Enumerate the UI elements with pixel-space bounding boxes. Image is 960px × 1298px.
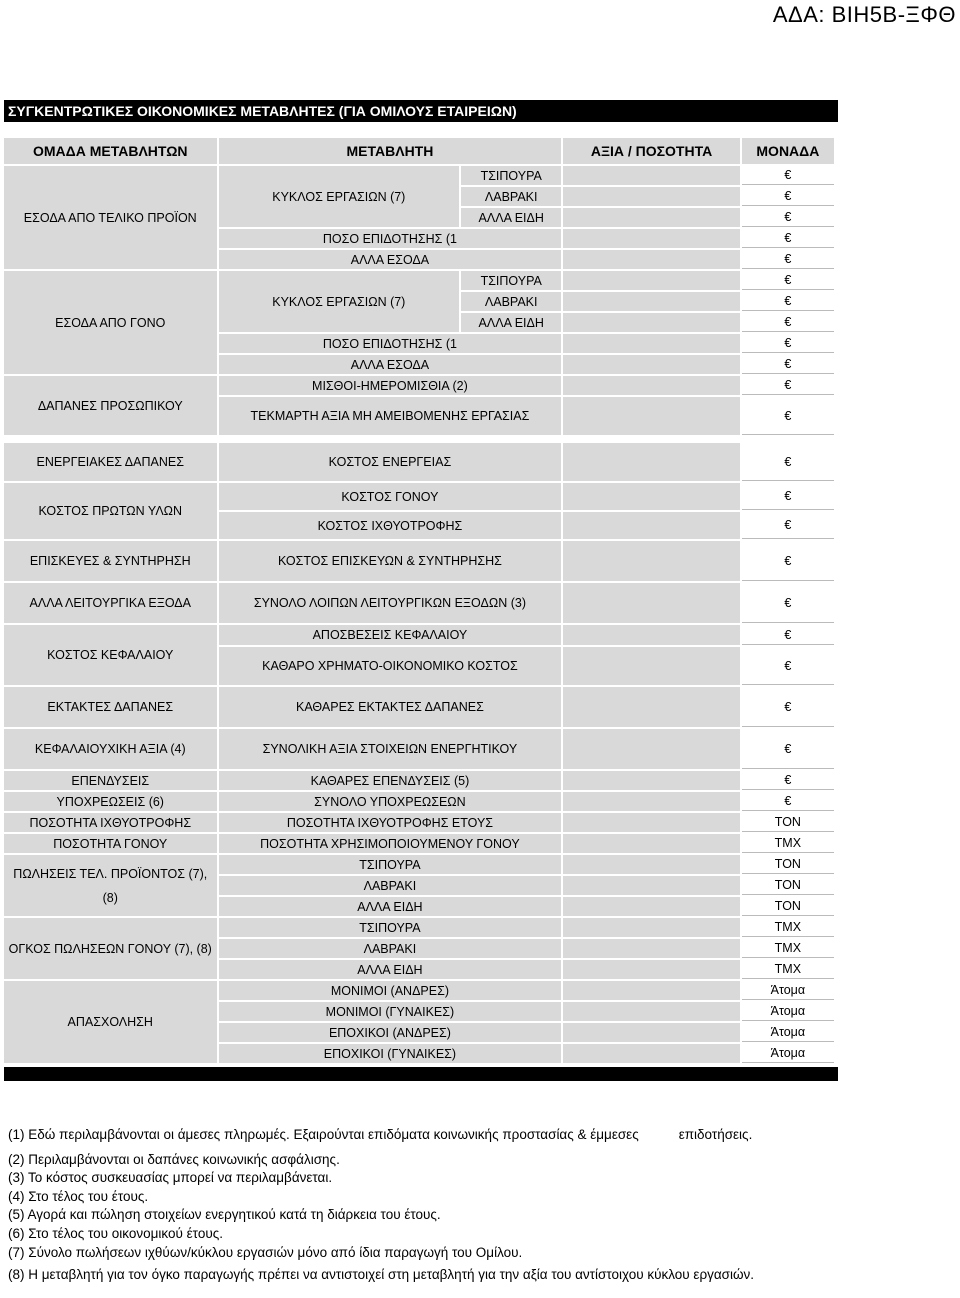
value-cell[interactable]	[563, 855, 739, 874]
group-label: ΑΛΛΑ ΛΕΙΤΟΥΡΓΙΚΑ ΕΞΟΔΑ	[4, 583, 217, 623]
unit-cell: ΤΟΝ	[742, 813, 834, 832]
value-cell[interactable]	[563, 981, 739, 1000]
table-row	[4, 541, 834, 581]
group-label: ΚΟΣΤΟΣ ΠΡΩΤΩΝ ΥΛΩΝ	[4, 483, 217, 539]
value-cell[interactable]	[563, 166, 739, 185]
group-label: ΕΚΤΑΚΤΕΣ ΔΑΠΑΝΕΣ	[4, 687, 217, 727]
variable-label: ΚΟΣΤΟΣ ΓΟΝΟΥ	[219, 483, 562, 510]
variable-label: ΠΟΣΟ ΕΠΙΔΟΤΗΣΗΣ (1	[219, 334, 562, 353]
value-cell[interactable]	[563, 512, 739, 539]
unit-cell: ΤΟΝ	[742, 876, 834, 895]
unit-cell: €	[742, 166, 834, 185]
unit-cell: €	[742, 313, 834, 332]
variable-label: ΑΛΛΑ ΕΙΔΗ	[219, 897, 562, 916]
variable-label: ΣΥΝΟΛΟ ΥΠΟΧΡΕΩΣΕΩΝ	[219, 792, 562, 811]
value-cell[interactable]	[563, 897, 739, 916]
group-label: ΑΠΑΣΧΟΛΗΣΗ	[4, 981, 217, 1063]
unit-cell: ΤΜΧ	[742, 939, 834, 958]
value-cell[interactable]	[563, 647, 739, 685]
variables-table	[2, 136, 836, 1065]
variable-label: ΚΟΣΤΟΣ ΕΝΕΡΓΕΙΑΣ	[219, 443, 562, 481]
table-row	[4, 813, 834, 832]
unit-cell: €	[742, 771, 834, 790]
variable-label: ΚΥΚΛΟΣ ΕΡΓΑΣΙΩΝ (7)	[219, 166, 460, 227]
unit-cell: Άτομα	[742, 1002, 834, 1021]
footnote: (5) Αγορά και πώληση στοιχείων ενεργητικού κατά τη διάρκεια του έτους.	[8, 1207, 441, 1223]
subvariable-label: ΛΑΒΡΑΚΙ	[461, 292, 561, 311]
unit-cell: €	[742, 271, 834, 290]
unit-cell: Άτομα	[742, 1023, 834, 1042]
value-cell[interactable]	[563, 792, 739, 811]
variable-label: ΑΠΟΣΒΕΣΕΙΣ ΚΕΦΑΛΑΙΟΥ	[219, 625, 562, 645]
table-row	[4, 981, 834, 1000]
table-row	[4, 583, 834, 623]
value-cell[interactable]	[563, 334, 739, 353]
table-row	[4, 483, 834, 510]
unit-cell: €	[742, 292, 834, 311]
footnotes	[8, 1126, 828, 1285]
variable-label: ΚΟΣΤΟΣ ΕΠΙΣΚΕΥΩΝ & ΣΥΝΤΗΡΗΣΗΣ	[219, 541, 562, 581]
unit-cell: Άτομα	[742, 1044, 834, 1063]
value-cell[interactable]	[563, 1002, 739, 1021]
value-cell[interactable]	[563, 876, 739, 895]
value-cell[interactable]	[563, 687, 739, 727]
unit-cell: ΤΟΝ	[742, 897, 834, 916]
group-label: ΠΩΛΗΣΕΙΣ ΤΕΛ. ΠΡΟΪΟΝΤΟΣ (7), (8)	[4, 855, 217, 916]
variable-label: ΕΠΟΧΙΚΟΙ (ΑΝΔΡΕΣ)	[219, 1023, 562, 1042]
footnote: (2) Περιλαμβάνονται οι δαπάνες κοινωνικής ασφάλισης.	[8, 1151, 340, 1167]
unit-cell: €	[742, 647, 834, 685]
variable-label: ΠΟΣΟΤΗΤΑ ΙΧΘΥΟΤΡΟΦΗΣ ΕΤΟΥΣ	[219, 813, 562, 832]
unit-cell: €	[742, 625, 834, 645]
unit-cell: €	[742, 583, 834, 623]
header-unit: ΜΟΝΑΔΑ	[742, 138, 834, 164]
footnote: (8) Η μεταβλητή για τον όγκο παραγωγής πρέπει να αντιστοιχεί στη μεταβλητή για την αξία του αντίστοιχου κύκλου εργασιών.	[8, 1267, 755, 1283]
value-cell[interactable]	[563, 625, 739, 645]
value-cell[interactable]	[563, 813, 739, 832]
table-row	[4, 855, 834, 874]
variable-label: ΑΛΛΑ ΕΣΟΔΑ	[219, 355, 562, 374]
value-cell[interactable]	[563, 313, 739, 332]
value-cell[interactable]	[563, 292, 739, 311]
unit-cell: ΤΟΝ	[742, 855, 834, 874]
unit-cell: €	[742, 208, 834, 227]
document-id: ΑΔΑ: ΒΙΗ5Β-ΞΦΘ	[772, 2, 956, 27]
value-cell[interactable]	[563, 250, 739, 269]
value-cell[interactable]	[563, 583, 739, 623]
variable-label: ΑΛΛΑ ΕΙΔΗ	[219, 960, 562, 979]
unit-cell: €	[742, 250, 834, 269]
unit-cell: €	[742, 355, 834, 374]
subvariable-label: ΤΣΙΠΟΥΡΑ	[461, 166, 561, 185]
group-label: ΔΑΠΑΝΕΣ ΠΡΟΣΩΠΙΚΟΥ	[4, 376, 217, 435]
table-row	[4, 443, 834, 481]
variable-label: ΚΥΚΛΟΣ ΕΡΓΑΣΙΩΝ (7)	[219, 271, 460, 332]
variable-label: ΚΑΘΑΡΕΣ ΕΚΤΑΚΤΕΣ ΔΑΠΑΝΕΣ	[219, 687, 562, 727]
variable-label: ΤΕΚΜΑΡΤΗ ΑΞΙΑ ΜΗ ΑΜΕΙΒΟΜΕΝΗΣ ΕΡΓΑΣΙΑΣ	[219, 397, 562, 435]
variables-sheet	[4, 100, 838, 1081]
unit-cell: €	[742, 376, 834, 395]
variable-label: ΛΑΒΡΑΚΙ	[219, 876, 562, 895]
value-cell[interactable]	[563, 271, 739, 290]
unit-cell: ΤΜΧ	[742, 960, 834, 979]
value-cell[interactable]	[563, 229, 739, 248]
variable-label: ΑΛΛΑ ΕΣΟΔΑ	[219, 250, 562, 269]
value-cell[interactable]	[563, 834, 739, 853]
table-row	[4, 792, 834, 811]
unit-cell: €	[742, 229, 834, 248]
table-row	[4, 729, 834, 769]
unit-cell: ΤΜΧ	[742, 918, 834, 937]
group-label: ΕΣΟΔΑ ΑΠΟ ΤΕΛΙΚΟ ΠΡΟΪΟΝ	[4, 166, 217, 269]
unit-cell: €	[742, 334, 834, 353]
unit-cell: €	[742, 541, 834, 581]
variable-label: ΛΑΒΡΑΚΙ	[219, 939, 562, 958]
group-label: ΚΕΦΑΛΑΙΟΥΧΙΚΗ ΑΞΙΑ (4)	[4, 729, 217, 769]
value-cell[interactable]	[563, 771, 739, 790]
unit-cell: €	[742, 443, 834, 481]
group-label: ΟΓΚΟΣ ΠΩΛΗΣΕΩΝ ΓΟΝΟΥ (7), (8)	[4, 918, 217, 979]
table-row	[4, 687, 834, 727]
sheet-title: ΣΥΓΚΕΝΤΡΩΤΙΚΕΣ ΟΙΚΟΝΟΜΙΚΕΣ ΜΕΤΑΒΛΗΤΕΣ (ΓΙΑ ΟΜΙΛΟΥΣ ΕΤΑΙΡΕΙΩΝ)	[4, 100, 838, 122]
table-row	[4, 376, 834, 395]
variable-label: ΠΟΣΟ ΕΠΙΔΟΤΗΣΗΣ (1	[219, 229, 562, 248]
unit-cell: ΤΜΧ	[742, 834, 834, 853]
variable-label: ΕΠΟΧΙΚΟΙ (ΓΥΝΑΙΚΕΣ)	[219, 1044, 562, 1063]
group-label: ΠΟΣΟΤΗΤΑ ΓΟΝΟΥ	[4, 834, 217, 853]
table-header-row	[4, 138, 834, 164]
value-cell[interactable]	[563, 1023, 739, 1042]
group-label: ΕΠΙΣΚΕΥΕΣ & ΣΥΝΤΗΡΗΣΗ	[4, 541, 217, 581]
unit-cell: €	[742, 397, 834, 435]
group-label: ΠΟΣΟΤΗΤΑ ΙΧΘΥΟΤΡΟΦΗΣ	[4, 813, 217, 832]
variable-label: ΜΙΣΘΟΙ-ΗΜΕΡΟΜΙΣΘΙΑ (2)	[219, 376, 562, 395]
subvariable-label: ΤΣΙΠΟΥΡΑ	[461, 271, 561, 290]
table-row	[4, 918, 834, 937]
subvariable-label: ΛΑΒΡΑΚΙ	[461, 187, 561, 206]
group-label: ΕΝΕΡΓΕΙΑΚΕΣ ΔΑΠΑΝΕΣ	[4, 443, 217, 481]
variable-label: ΚΑΘΑΡΟ ΧΡΗΜΑΤΟ-ΟΙΚΟΝΟΜΙΚΟ ΚΟΣΤΟΣ	[219, 647, 562, 685]
unit-cell: €	[742, 512, 834, 539]
footnote: (6) Στο τέλος του οικονομικού έτους.	[8, 1225, 223, 1241]
variable-label: ΚΑΘΑΡΕΣ ΕΠΕΝΔΥΣΕΙΣ (5)	[219, 771, 562, 790]
value-cell[interactable]	[563, 960, 739, 979]
group-label: ΕΣΟΔΑ ΑΠΟ ΓΟΝΟ	[4, 271, 217, 374]
header-value: ΑΞΙΑ / ΠΟΣΟΤΗΤΑ	[563, 138, 739, 164]
value-cell[interactable]	[563, 355, 739, 374]
variable-label: ΣΥΝΟΛΟ ΛΟΙΠΩΝ ΛΕΙΤΟΥΡΓΙΚΩΝ ΕΞΟΔΩΝ (3)	[219, 583, 562, 623]
group-label: ΕΠΕΝΔΥΣΕΙΣ	[4, 771, 217, 790]
footnote: (1) Εδώ περιλαμβάνονται οι άμεσες πληρωμές. Εξαιρούνται επιδόματα κοινωνικής προστασίας & έμμεσες επιδοτήσεις.	[8, 1127, 753, 1142]
table-row	[4, 166, 834, 185]
footnote: (3) Το κόστος συσκευασίας μπορεί να περιλαμβάνεται.	[8, 1170, 333, 1186]
value-cell[interactable]	[563, 443, 739, 481]
variable-label: ΚΟΣΤΟΣ ΙΧΘΥΟΤΡΟΦΗΣ	[219, 512, 562, 539]
value-cell[interactable]	[563, 939, 739, 958]
table-row	[4, 834, 834, 853]
header-group: ΟΜΑΔΑ ΜΕΤΑΒΛΗΤΩΝ	[4, 138, 217, 164]
unit-cell: €	[742, 187, 834, 206]
table-bottom-bar	[4, 1067, 838, 1081]
unit-cell: €	[742, 687, 834, 727]
footnote: (7) Σύνολο πωλήσεων ιχθύων/κύκλου εργασιών μόνο από ίδια παραγωγή του Ομίλου.	[8, 1244, 523, 1260]
header-variable: ΜΕΤΑΒΛΗΤΗ	[219, 138, 562, 164]
value-cell[interactable]	[563, 729, 739, 769]
subvariable-label: ΑΛΛΑ ΕΙΔΗ	[461, 313, 561, 332]
table-row	[4, 625, 834, 645]
table-row	[4, 771, 834, 790]
value-cell[interactable]	[563, 918, 739, 937]
table-row	[4, 271, 834, 290]
variable-label: ΜΟΝΙΜΟΙ (ΑΝΔΡΕΣ)	[219, 981, 562, 1000]
variable-label: ΣΥΝΟΛΙΚΗ ΑΞΙΑ ΣΤΟΙΧΕΙΩΝ ΕΝΕΡΓΗΤΙΚΟΥ	[219, 729, 562, 769]
group-label: ΚΟΣΤΟΣ ΚΕΦΑΛΑΙΟΥ	[4, 625, 217, 685]
variable-label: ΤΣΙΠΟΥΡΑ	[219, 918, 562, 937]
unit-cell: €	[742, 792, 834, 811]
variable-label: ΤΣΙΠΟΥΡΑ	[219, 855, 562, 874]
value-cell[interactable]	[563, 483, 739, 510]
value-cell[interactable]	[563, 397, 739, 435]
value-cell[interactable]	[563, 541, 739, 581]
unit-cell: €	[742, 729, 834, 769]
unit-cell: €	[742, 483, 834, 510]
value-cell[interactable]	[563, 208, 739, 227]
group-label: ΥΠΟΧΡΕΩΣΕΙΣ (6)	[4, 792, 217, 811]
value-cell[interactable]	[563, 187, 739, 206]
value-cell[interactable]	[563, 1044, 739, 1063]
subvariable-label: ΑΛΛΑ ΕΙΔΗ	[461, 208, 561, 227]
variable-label: ΠΟΣΟΤΗΤΑ ΧΡΗΣΙΜΟΠΟΙΟΥΜΕΝΟΥ ΓΟΝΟΥ	[219, 834, 562, 853]
footnote: (4) Στο τέλος του έτους.	[8, 1188, 149, 1204]
unit-cell: Άτομα	[742, 981, 834, 1000]
value-cell[interactable]	[563, 376, 739, 395]
variable-label: ΜΟΝΙΜΟΙ (ΓΥΝΑΙΚΕΣ)	[219, 1002, 562, 1021]
